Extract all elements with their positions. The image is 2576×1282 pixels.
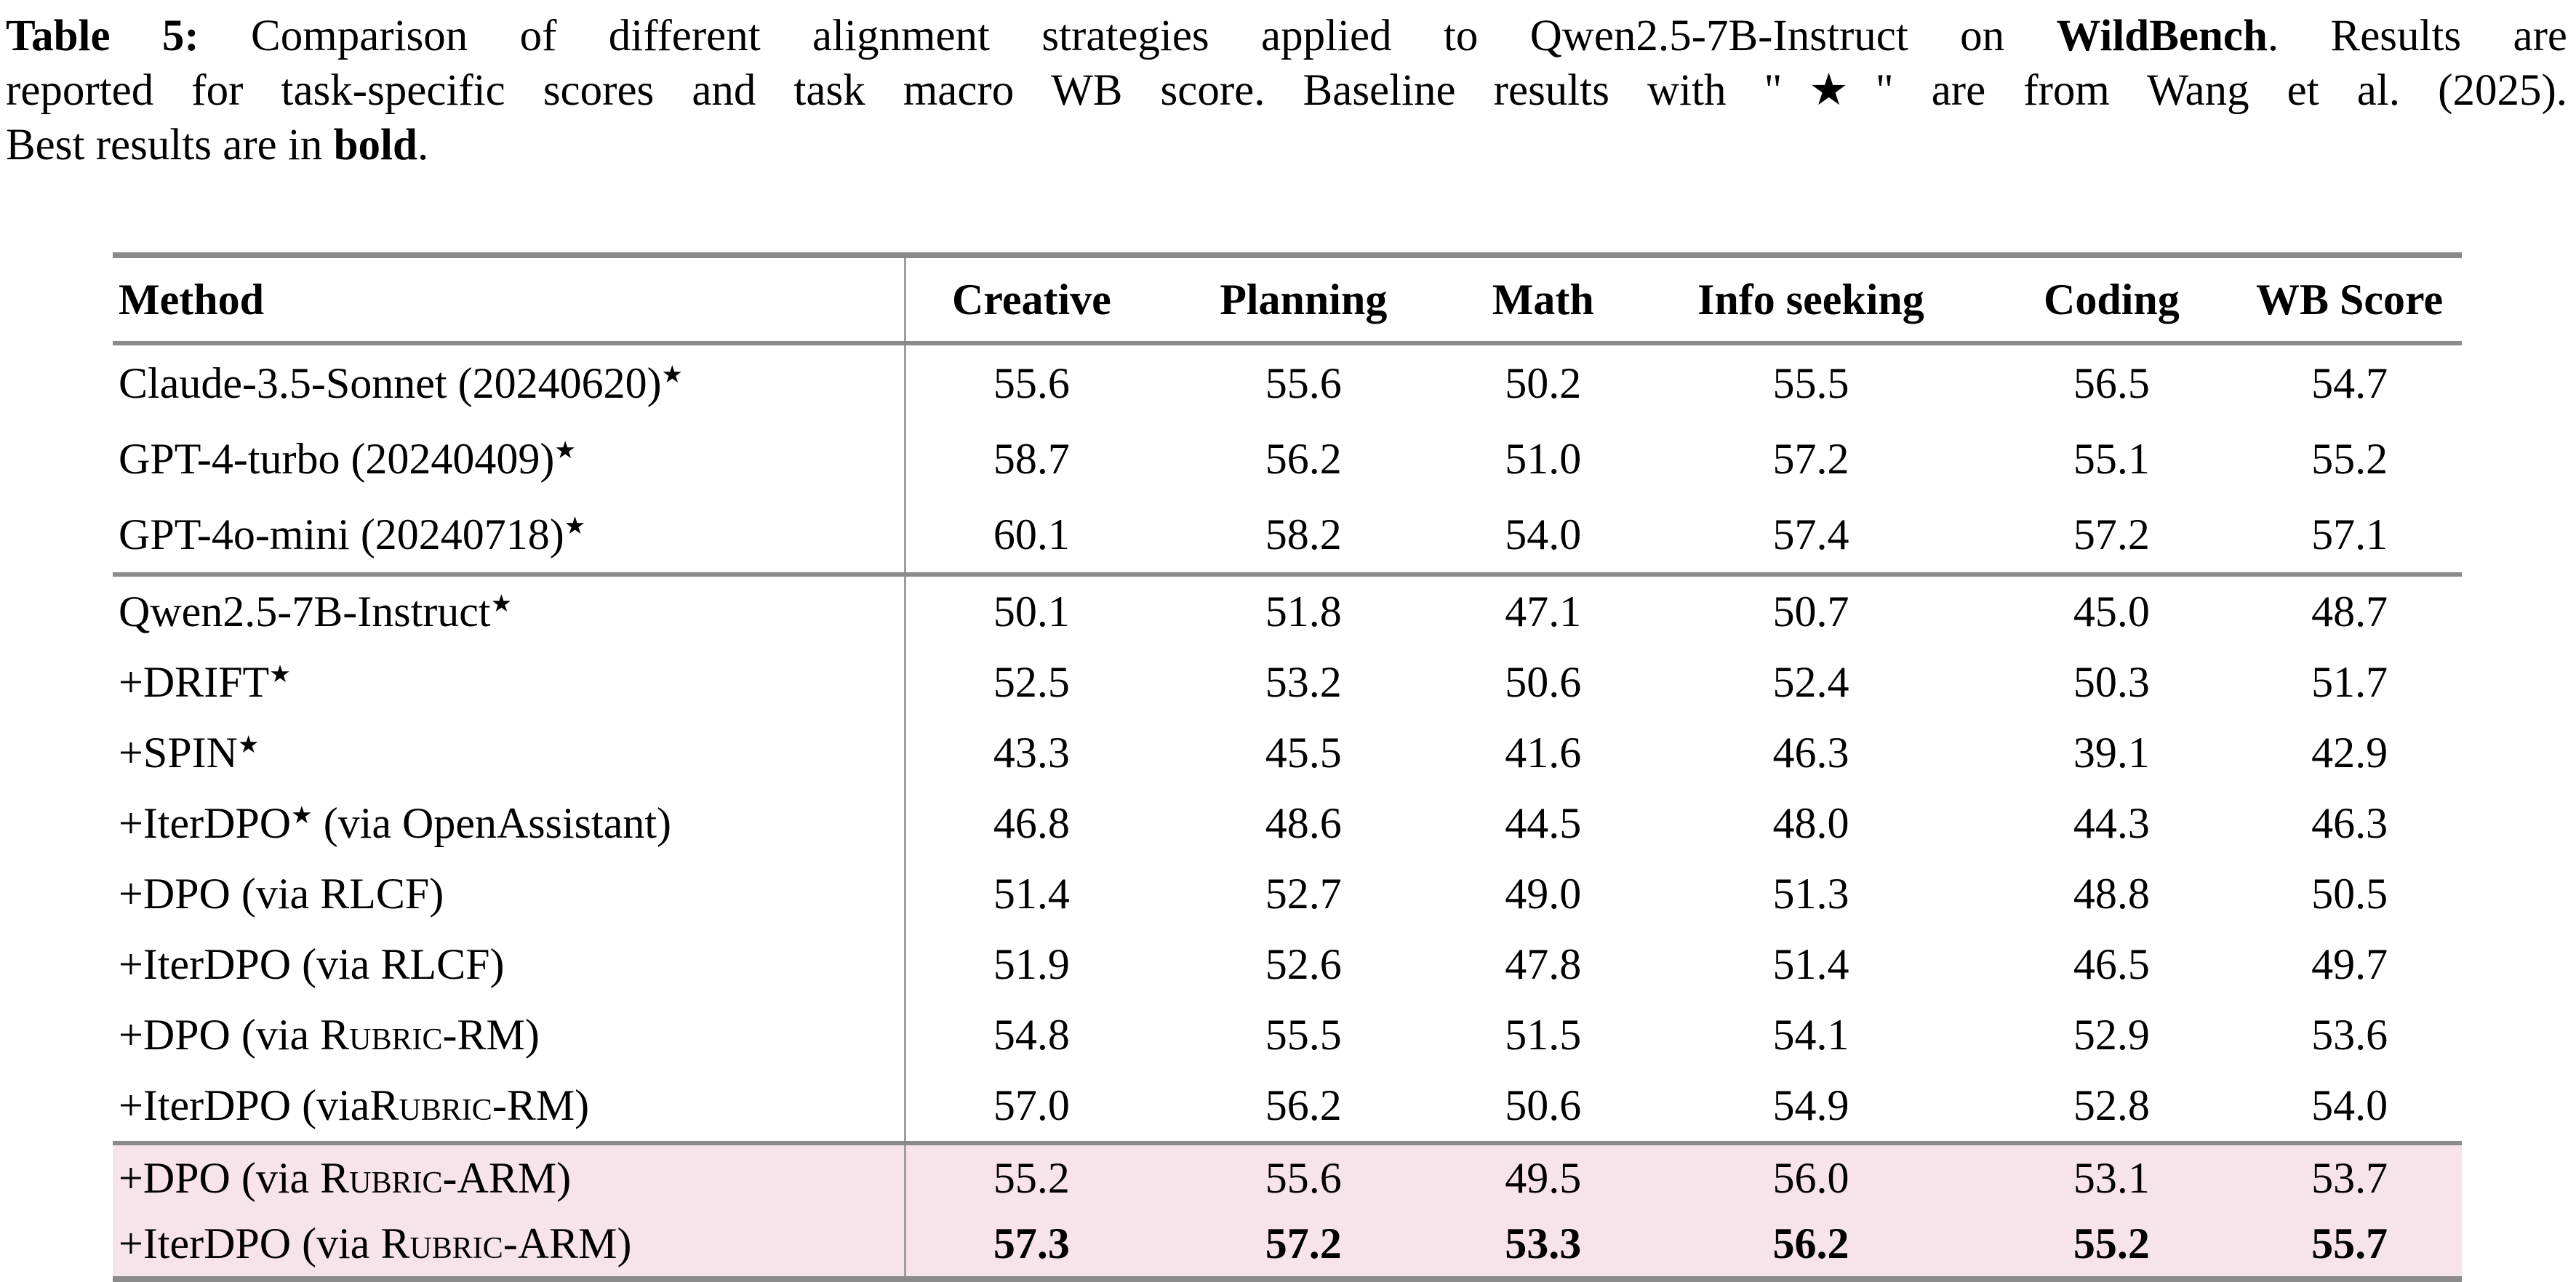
method-text: +SPIN	[119, 729, 238, 777]
value-cell: 52.4	[1772, 658, 1849, 706]
table-row	[113, 497, 2462, 574]
value-cell: 53.6	[2311, 1011, 2388, 1059]
value-cell: 51.3	[1772, 870, 1849, 918]
value-cell: 54.8	[993, 1011, 1070, 1059]
method-cell	[113, 343, 905, 421]
column-header-creative: Creative	[905, 255, 1157, 343]
value-cell: 56.2	[1636, 1211, 1985, 1279]
method-text: +DPO (via	[119, 1153, 321, 1202]
method-text: +DPO (via RLCF)	[119, 870, 444, 918]
star-superscript-icon: ★	[237, 729, 260, 758]
method-cell	[113, 1070, 905, 1143]
value-cell: 57.2	[2073, 510, 2150, 558]
value-cell: 58.2	[1265, 510, 1342, 558]
value-cell: 56.2	[1265, 1081, 1342, 1129]
table-row	[113, 859, 2462, 929]
value-cell: 43.3	[993, 729, 1070, 777]
star-superscript-icon: ★	[554, 436, 577, 465]
method-text: -ARM)	[442, 1153, 572, 1202]
method-cell	[113, 574, 905, 647]
star-superscript-icon: ★	[490, 588, 513, 617]
value-cell: 45.5	[1265, 729, 1342, 777]
method-cell	[113, 421, 905, 497]
method-text: Qwen2.5-7B-Instruct	[119, 588, 491, 636]
value-cell: 55.2	[1986, 1211, 2238, 1279]
method-cell	[113, 718, 905, 788]
value-cell: 55.6	[993, 358, 1070, 407]
value-cell: 45.0	[1986, 574, 2238, 647]
caption-text: Best results are in	[6, 121, 334, 169]
value-cell: 50.7	[1636, 574, 1985, 647]
value-cell: 49.0	[1505, 870, 1582, 918]
value-cell: 56.2	[1265, 434, 1342, 483]
method-text: (via OpenAssistant)	[312, 799, 671, 847]
value-cell: 50.5	[2311, 870, 2388, 918]
method-text: +IterDPO	[119, 799, 292, 847]
value-cell: 49.7	[2311, 940, 2388, 988]
value-cell: 57.2	[1772, 434, 1849, 483]
caption-line	[6, 9, 2567, 63]
value-cell: 52.5	[993, 658, 1070, 706]
method-cell	[113, 1143, 905, 1211]
value-cell: 58.7	[993, 434, 1070, 483]
value-cell: 48.7	[2237, 574, 2462, 647]
value-cell: 48.6	[1265, 799, 1342, 847]
value-cell: 48.8	[2073, 870, 2150, 918]
value-cell: 52.8	[2073, 1081, 2150, 1129]
table-section-highlighted	[113, 1143, 2462, 1279]
star-superscript-icon: ★	[661, 360, 684, 389]
value-cell: 56.0	[1636, 1143, 1985, 1211]
value-cell: 51.8	[1156, 574, 1450, 647]
value-cell: 49.5	[1450, 1143, 1636, 1211]
value-cell: 53.3	[1450, 1211, 1636, 1279]
value-cell: 52.6	[1265, 940, 1342, 988]
value-cell: 42.9	[2311, 729, 2388, 777]
star-superscript-icon: ★	[269, 659, 291, 688]
value-cell: 54.1	[1772, 1011, 1849, 1059]
caption-line	[6, 63, 2567, 118]
results-table	[113, 252, 2462, 1282]
value-cell: 55.6	[1265, 358, 1342, 407]
value-cell: 46.3	[2311, 799, 2388, 847]
citation-link[interactable]: (2025)	[2438, 66, 2556, 115]
citation-link[interactable]: Wang et al.	[2146, 66, 2401, 115]
header-row	[113, 255, 2462, 343]
method-text: Rubric	[320, 1011, 443, 1059]
method-text: +IterDPO (via	[119, 1219, 381, 1267]
table-row	[113, 718, 2462, 788]
value-cell: 60.1	[993, 510, 1070, 558]
value-cell: 46.5	[2073, 940, 2150, 988]
value-cell: 55.6	[1156, 1143, 1450, 1211]
value-cell: 44.3	[2073, 799, 2150, 847]
method-text: -ARM)	[503, 1219, 632, 1267]
method-text: GPT-4o-mini (20240718)	[119, 510, 564, 558]
value-cell: 50.2	[1505, 358, 1582, 407]
caption-text: . Results are	[2267, 12, 2567, 60]
value-cell: 46.8	[993, 799, 1070, 847]
table-header	[113, 255, 2462, 343]
table-row	[113, 421, 2462, 497]
column-header-method: Method	[113, 255, 905, 343]
method-text: +DPO (via	[119, 1011, 321, 1059]
value-cell: 51.9	[993, 940, 1070, 988]
method-text: Rubric	[320, 1153, 443, 1202]
caption-text: .	[2556, 66, 2568, 115]
value-cell: 55.7	[2237, 1211, 2462, 1279]
value-cell: 53.2	[1265, 658, 1342, 706]
value-cell: 48.0	[1772, 799, 1849, 847]
value-cell: 57.0	[993, 1081, 1070, 1129]
table-row	[113, 929, 2462, 1000]
value-cell: 54.9	[1772, 1081, 1849, 1129]
value-cell: 51.7	[2311, 658, 2388, 706]
caption-text: Comparison of different alignment strategies applied to Qwen2.5-7B-Instruct on	[199, 12, 2057, 60]
table-row	[113, 343, 2462, 421]
star-superscript-icon: ★	[291, 800, 313, 829]
method-cell	[113, 497, 905, 574]
value-cell: 57.1	[2311, 510, 2388, 558]
method-text: -RM)	[492, 1081, 590, 1129]
caption-text: reported for task-specific scores and task macro WB score. Baseline results with "★" are from	[6, 66, 2147, 115]
method-text: GPT-4-turbo (20240409)	[119, 434, 555, 483]
value-cell: 44.5	[1505, 799, 1582, 847]
column-header-planning: Planning	[1156, 255, 1450, 343]
column-header-wb-score: WB Score	[2237, 255, 2462, 343]
value-cell: 51.4	[993, 870, 1070, 918]
column-header-math: Math	[1450, 255, 1636, 343]
method-cell	[113, 1211, 905, 1279]
value-cell: 47.1	[1450, 574, 1636, 647]
value-cell: 52.7	[1265, 870, 1342, 918]
method-text: +IterDPO (via RLCF)	[119, 940, 505, 988]
table-row	[113, 1211, 2462, 1279]
value-cell: 50.1	[905, 574, 1157, 647]
value-cell: 46.3	[1772, 729, 1849, 777]
method-cell	[113, 1000, 905, 1070]
method-text: -RM)	[442, 1011, 540, 1059]
caption-text: WildBench	[2056, 12, 2268, 60]
value-cell: 55.1	[2073, 434, 2150, 483]
value-cell: 53.1	[1986, 1143, 2238, 1211]
method-cell	[113, 647, 905, 718]
method-cell	[113, 859, 905, 929]
table-section	[113, 343, 2462, 574]
value-cell: 55.5	[1265, 1011, 1342, 1059]
method-text: Claude-3.5-Sonnet (20240620)	[119, 358, 662, 407]
caption-line	[6, 118, 2567, 172]
value-cell: 57.4	[1772, 510, 1849, 558]
caption-text: Table 5:	[6, 12, 199, 60]
method-text: Rubric	[380, 1219, 503, 1267]
table-row	[113, 1070, 2462, 1143]
value-cell: 50.6	[1505, 1081, 1582, 1129]
value-cell: 51.5	[1505, 1011, 1582, 1059]
star-superscript-icon: ★	[564, 511, 586, 540]
value-cell: 47.8	[1505, 940, 1582, 988]
value-cell: 51.4	[1772, 940, 1849, 988]
value-cell: 41.6	[1505, 729, 1582, 777]
table-caption	[0, 0, 2576, 172]
column-header-info-seeking: Info seeking	[1636, 255, 1985, 343]
table-row	[113, 788, 2462, 859]
value-cell: 50.3	[2073, 658, 2150, 706]
column-header-coding: Coding	[1986, 255, 2238, 343]
value-cell: 57.2	[1156, 1211, 1450, 1279]
value-cell: 51.0	[1505, 434, 1582, 483]
table-row	[113, 574, 2462, 647]
value-cell: 55.2	[2311, 434, 2388, 483]
method-cell	[113, 929, 905, 1000]
table-row	[113, 1000, 2462, 1070]
value-cell: 57.3	[905, 1211, 1157, 1279]
value-cell: 54.0	[2311, 1081, 2388, 1129]
value-cell: 55.2	[905, 1143, 1157, 1211]
value-cell: 54.0	[1505, 510, 1582, 558]
value-cell: 52.9	[2073, 1011, 2150, 1059]
value-cell: 53.7	[2237, 1143, 2462, 1211]
method-text: +DRIFT	[119, 658, 270, 706]
method-cell	[113, 788, 905, 859]
caption-text: .	[417, 121, 429, 169]
value-cell: 55.5	[1772, 358, 1849, 407]
method-text: Rubric	[369, 1081, 492, 1129]
value-cell: 56.5	[2073, 358, 2150, 407]
value-cell: 50.6	[1505, 658, 1582, 706]
table-row	[113, 1143, 2462, 1211]
method-text: +IterDPO (via	[119, 1081, 370, 1129]
table-row	[113, 647, 2462, 718]
value-cell: 39.1	[2073, 729, 2150, 777]
caption-text	[2400, 66, 2438, 115]
caption-text: bold	[333, 121, 417, 169]
table-section	[113, 574, 2462, 1143]
value-cell: 54.7	[2311, 358, 2388, 407]
